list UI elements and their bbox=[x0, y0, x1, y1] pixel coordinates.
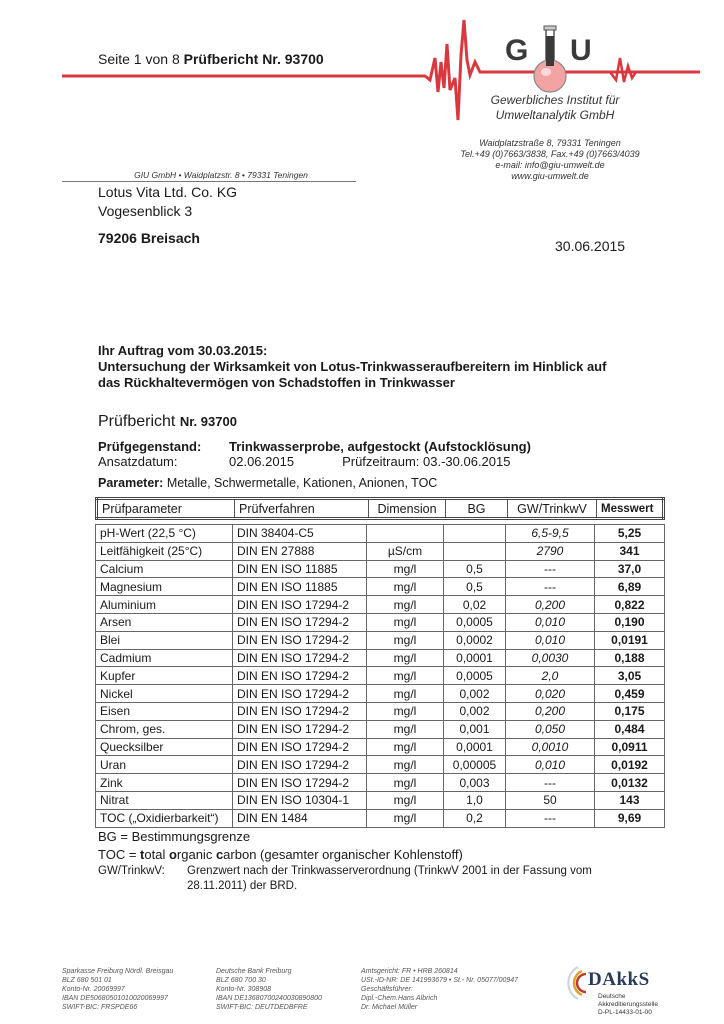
cell-dimension: mg/l bbox=[367, 791, 444, 809]
footer-line: Konto-Nr. 308908 bbox=[216, 986, 271, 993]
cell-bg: 0,00005 bbox=[444, 756, 506, 774]
legend-gw-key: GW/TrinkwV: bbox=[98, 865, 165, 877]
cell-parameter: Arsen bbox=[96, 613, 233, 631]
parameter-value: Metalle, Schwermetalle, Kationen, Anionen, TOC bbox=[166, 476, 438, 490]
cell-method: DIN 38404-C5 bbox=[233, 525, 367, 543]
institute-name-line1: Gewerbliches Institut für bbox=[490, 93, 620, 107]
period-label: Prüfzeitraum: bbox=[342, 454, 420, 469]
cell-parameter: Leitfähigkeit (25°C) bbox=[96, 542, 233, 560]
cell-limit: 0,010 bbox=[506, 756, 595, 774]
cell-limit: 0,010 bbox=[506, 631, 595, 649]
cell-dimension: mg/l bbox=[367, 720, 444, 738]
subject-label: Prüfgegenstand: bbox=[98, 439, 202, 454]
cell-limit: 0,200 bbox=[506, 596, 595, 614]
cell-measured: 341 bbox=[595, 542, 665, 560]
recipient-city: 79206 Breisach bbox=[98, 230, 200, 246]
cell-method: DIN EN ISO 17294-2 bbox=[233, 702, 367, 720]
cell-parameter: Chrom, ges. bbox=[96, 720, 233, 738]
cell-parameter: Zink bbox=[96, 774, 233, 792]
footer-line: IBAN DE50680501010020069997 bbox=[62, 995, 168, 1002]
footer-line: USt.-ID-NR: DE 141993679 • St.- Nr. 05077/00947 bbox=[361, 977, 519, 984]
parameter-line bbox=[98, 476, 437, 490]
header-bg: BG bbox=[446, 499, 508, 519]
cell-dimension: mg/l bbox=[367, 613, 444, 631]
footer-line: SWIFT-BIC: FRSPDE66 bbox=[62, 1004, 138, 1011]
document-date: 30.06.2015 bbox=[555, 238, 626, 254]
cell-bg: 0,003 bbox=[444, 774, 506, 792]
footer-line: Dipl.-Chem.Hans Albrich bbox=[361, 995, 438, 1002]
cell-dimension: mg/l bbox=[367, 578, 444, 596]
footer-line: Konto-Nr. 20069997 bbox=[62, 986, 125, 993]
cell-measured: 0,188 bbox=[595, 649, 665, 667]
cell-limit: 2,0 bbox=[506, 667, 595, 685]
sender-line: GIU GmbH • Waidplatzstr. 8 • 79331 Teningen bbox=[134, 170, 308, 180]
cell-parameter: Uran bbox=[96, 756, 233, 774]
table-row bbox=[96, 542, 665, 560]
cell-method: DIN EN 1484 bbox=[233, 809, 367, 827]
parameter-label: Parameter: bbox=[98, 476, 164, 490]
cell-bg bbox=[444, 525, 506, 543]
report-reference: Prüfbericht Nr. 93700 bbox=[183, 51, 324, 67]
cell-limit: 0,050 bbox=[506, 720, 595, 738]
footer-line: Geschäftsführer: bbox=[361, 986, 413, 993]
legend-bg: BG = Bestimmungsgrenze bbox=[98, 829, 251, 844]
cell-measured: 0,0911 bbox=[595, 738, 665, 756]
institute-contact bbox=[420, 138, 680, 182]
header-dimension: Dimension bbox=[369, 499, 446, 519]
cell-measured: 0,459 bbox=[595, 685, 665, 703]
cell-bg: 0,0002 bbox=[444, 631, 506, 649]
cell-limit: 50 bbox=[506, 791, 595, 809]
cell-measured: 0,0191 bbox=[595, 631, 665, 649]
cell-parameter: TOC („Oxidierbarkeit“) bbox=[96, 809, 233, 827]
cell-method: DIN EN ISO 17294-2 bbox=[233, 756, 367, 774]
cell-method: DIN EN ISO 17294-2 bbox=[233, 667, 367, 685]
table-row bbox=[96, 685, 665, 703]
cell-limit: 0,010 bbox=[506, 613, 595, 631]
cell-method: DIN EN ISO 17294-2 bbox=[233, 613, 367, 631]
recipient-street: Vogesenblick 3 bbox=[98, 203, 193, 219]
header-measured: Messwert bbox=[597, 499, 664, 519]
cell-limit: 0,0030 bbox=[506, 649, 595, 667]
table-row bbox=[96, 667, 665, 685]
cell-parameter: Cadmium bbox=[96, 649, 233, 667]
institute-name-line2: Umweltanalytik GmbH bbox=[495, 108, 615, 122]
cell-parameter: pH-Wert (22,5 °C) bbox=[96, 525, 233, 543]
cell-bg: 0,001 bbox=[444, 720, 506, 738]
cell-measured: 0,190 bbox=[595, 613, 665, 631]
cell-bg: 0,5 bbox=[444, 578, 506, 596]
period-value: 03.-30.06.2015 bbox=[423, 454, 511, 469]
page-info: Seite 1 von 8 bbox=[98, 51, 180, 67]
table-row bbox=[96, 596, 665, 614]
cell-limit: 0,0010 bbox=[506, 738, 595, 756]
cell-limit: 6,5-9,5 bbox=[506, 525, 595, 543]
cell-parameter: Aluminium bbox=[96, 596, 233, 614]
footer-line: Amtsgericht: FR • HRB 260814 bbox=[361, 968, 458, 975]
start-date-label: Ansatzdatum: bbox=[98, 454, 178, 469]
order-reference bbox=[98, 343, 658, 391]
table-row bbox=[96, 720, 665, 738]
table-row bbox=[96, 791, 665, 809]
order-line-1: Ihr Auftrag vom 30.03.2015: bbox=[98, 343, 268, 358]
cell-limit: --- bbox=[506, 809, 595, 827]
results-table bbox=[95, 524, 665, 828]
cell-dimension: mg/l bbox=[367, 809, 444, 827]
page-header bbox=[98, 51, 324, 67]
legend-toc: TOC = total organic carbon (gesamter organischer Kohlenstoff) bbox=[98, 847, 463, 862]
cell-dimension: mg/l bbox=[367, 631, 444, 649]
cell-method: DIN EN ISO 17294-2 bbox=[233, 631, 367, 649]
table-row bbox=[96, 525, 665, 543]
header-parameter: Prüfparameter bbox=[97, 499, 235, 519]
cell-measured: 6,89 bbox=[595, 578, 665, 596]
sender-divider bbox=[62, 181, 356, 182]
cell-dimension: mg/l bbox=[367, 596, 444, 614]
footer-line: BLZ 680 501 01 bbox=[62, 977, 112, 984]
cell-method: DIN EN ISO 10304-1 bbox=[233, 791, 367, 809]
report-title-number: Nr. 93700 bbox=[179, 414, 237, 429]
recipient-name: Lotus Vita Ltd. Co. KG bbox=[98, 184, 238, 200]
footer-line: Sparkasse Freiburg Nördl. Breisgau bbox=[62, 968, 174, 975]
report-meta bbox=[98, 439, 531, 469]
cell-parameter: Nitrat bbox=[96, 791, 233, 809]
table-row bbox=[96, 578, 665, 596]
cell-parameter: Eisen bbox=[96, 702, 233, 720]
cell-parameter: Kupfer bbox=[96, 667, 233, 685]
report-title bbox=[98, 413, 237, 431]
table-row bbox=[96, 756, 665, 774]
cell-measured: 37,0 bbox=[595, 560, 665, 578]
cell-bg: 0,002 bbox=[444, 702, 506, 720]
table-row bbox=[96, 613, 665, 631]
cell-method: DIN EN ISO 17294-2 bbox=[233, 685, 367, 703]
cell-bg: 0,0001 bbox=[444, 738, 506, 756]
cell-measured: 5,25 bbox=[595, 525, 665, 543]
cell-bg: 0,02 bbox=[444, 596, 506, 614]
cell-bg: 0,0005 bbox=[444, 613, 506, 631]
cell-bg bbox=[444, 542, 506, 560]
cell-dimension: µS/cm bbox=[367, 542, 444, 560]
cell-measured: 0,0192 bbox=[595, 756, 665, 774]
cell-measured: 0,0132 bbox=[595, 774, 665, 792]
footer-company bbox=[361, 967, 518, 1012]
cell-limit: --- bbox=[506, 560, 595, 578]
cell-dimension: mg/l bbox=[367, 756, 444, 774]
cell-measured: 9,69 bbox=[595, 809, 665, 827]
dakks-line1: Deutsche bbox=[598, 993, 626, 1000]
dakks-number: D-PL-14433-01-00 bbox=[598, 1009, 652, 1016]
logo-letter-g: G bbox=[505, 34, 529, 67]
institute-phone-fax: Tel.+49 (0)7663/3838, Fax.+49 (0)7663/4039 bbox=[460, 149, 640, 159]
cell-dimension bbox=[367, 525, 444, 543]
legend bbox=[98, 828, 592, 894]
cell-measured: 143 bbox=[595, 791, 665, 809]
cell-method: DIN EN ISO 17294-2 bbox=[233, 596, 367, 614]
cell-method: DIN EN 27888 bbox=[233, 542, 367, 560]
recipient-address bbox=[98, 183, 237, 248]
footer-bank-2 bbox=[216, 967, 322, 1012]
institute-name bbox=[470, 93, 640, 123]
legend-gw-text: Grenzwert nach der Trinkwasserverordnung (TrinkwV 2001 in der Fassung vom 28.11.2011) der BRD. bbox=[187, 865, 592, 892]
cell-dimension: mg/l bbox=[367, 667, 444, 685]
institute-email: e-mail: info@giu-umwelt.de bbox=[495, 160, 605, 170]
table-row bbox=[96, 631, 665, 649]
cell-bg: 0,0005 bbox=[444, 667, 506, 685]
results-table-header bbox=[95, 497, 665, 520]
cell-bg: 1,0 bbox=[444, 791, 506, 809]
flask-icon bbox=[534, 26, 566, 92]
dakks-line2: Akkreditierungsstelle bbox=[598, 1001, 658, 1008]
footer-line: IBAN DE13680700240030890800 bbox=[216, 995, 322, 1002]
table-row bbox=[96, 738, 665, 756]
footer-bank-1 bbox=[62, 967, 173, 1012]
table-row bbox=[96, 560, 665, 578]
cell-limit: 0,020 bbox=[506, 685, 595, 703]
cell-measured: 0,175 bbox=[595, 702, 665, 720]
table-row bbox=[96, 774, 665, 792]
cell-limit: --- bbox=[506, 578, 595, 596]
cell-parameter: Quecksilber bbox=[96, 738, 233, 756]
footer-line: Dr. Michael Müller bbox=[361, 1004, 418, 1011]
cell-dimension: mg/l bbox=[367, 685, 444, 703]
cell-method: DIN EN ISO 17294-2 bbox=[233, 720, 367, 738]
cell-dimension: mg/l bbox=[367, 702, 444, 720]
cell-dimension: mg/l bbox=[367, 774, 444, 792]
cell-measured: 0,484 bbox=[595, 720, 665, 738]
cell-method: DIN EN ISO 17294-2 bbox=[233, 649, 367, 667]
cell-method: DIN EN ISO 11885 bbox=[233, 560, 367, 578]
cell-method: DIN EN ISO 17294-2 bbox=[233, 738, 367, 756]
header-method: Prüfverfahren bbox=[235, 499, 369, 519]
cell-method: DIN EN ISO 17294-2 bbox=[233, 774, 367, 792]
institute-address: Waidplatzstraße 8, 79331 Teningen bbox=[479, 138, 621, 148]
cell-dimension: mg/l bbox=[367, 738, 444, 756]
subject-value: Trinkwasserprobe, aufgestockt (Aufstocklösung) bbox=[229, 439, 531, 454]
cell-parameter: Magnesium bbox=[96, 578, 233, 596]
cell-method: DIN EN ISO 11885 bbox=[233, 578, 367, 596]
cell-bg: 0,5 bbox=[444, 560, 506, 578]
cell-bg: 0,0001 bbox=[444, 649, 506, 667]
cell-dimension: mg/l bbox=[367, 649, 444, 667]
cell-dimension: mg/l bbox=[367, 560, 444, 578]
order-line-2: Untersuchung der Wirksamkeit von Lotus-Trinkwasseraufbereitern im Hinblick auf bbox=[98, 359, 607, 374]
cell-parameter: Blei bbox=[96, 631, 233, 649]
table-row bbox=[96, 809, 665, 827]
cell-parameter: Nickel bbox=[96, 685, 233, 703]
logo-letter-u: U bbox=[570, 34, 592, 67]
cell-bg: 0,2 bbox=[444, 809, 506, 827]
cell-limit: --- bbox=[506, 774, 595, 792]
cell-limit: 2790 bbox=[506, 542, 595, 560]
cell-parameter: Calcium bbox=[96, 560, 233, 578]
footer-line: BLZ 680 700 30 bbox=[216, 977, 266, 984]
table-row bbox=[96, 649, 665, 667]
footer-line: SWIFT-BIC: DEUTDEDBFRE bbox=[216, 1004, 308, 1011]
header-limit: GW/TrinkwV bbox=[508, 499, 597, 519]
cell-limit: 0,200 bbox=[506, 702, 595, 720]
institute-website: www.giu-umwelt.de bbox=[511, 171, 589, 181]
dakks-logo-text: DAkkS bbox=[588, 969, 650, 990]
start-date-value: 02.06.2015 bbox=[229, 454, 295, 469]
cell-measured: 0,822 bbox=[595, 596, 665, 614]
order-line-3: das Rückhaltevermögen von Schadstoffen in Trinkwasser bbox=[98, 375, 455, 390]
cell-bg: 0,002 bbox=[444, 685, 506, 703]
footer-line: Deutsche Bank Freiburg bbox=[216, 968, 292, 975]
table-row bbox=[96, 702, 665, 720]
cell-measured: 3,05 bbox=[595, 667, 665, 685]
legend-gw bbox=[98, 864, 592, 894]
report-title-prefix: Prüfbericht bbox=[98, 413, 176, 430]
